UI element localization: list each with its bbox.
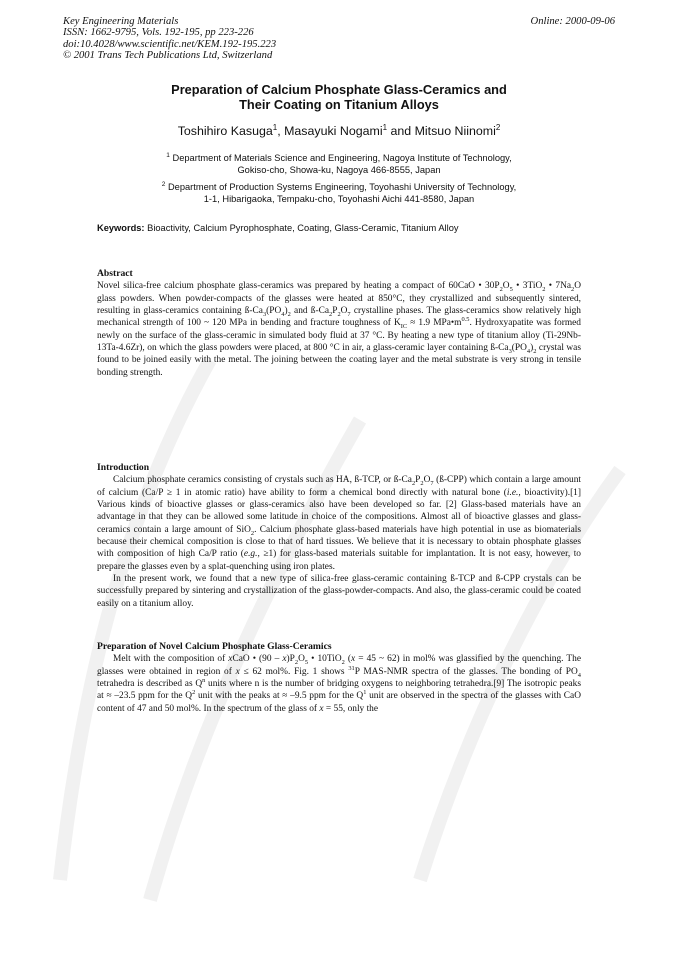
author-separator: and xyxy=(387,124,415,138)
text-run: O xyxy=(340,306,348,317)
text-run: ≈ 1.9 MPa•m xyxy=(407,318,462,329)
text-run: 4 xyxy=(281,310,285,318)
text-run: x xyxy=(228,654,233,665)
preparation-section xyxy=(97,641,581,715)
title-line-2: Their Coating on Titanium Alloys xyxy=(239,97,439,112)
affiliation-1-line-1: Department of Materials Science and Engineering, Nagoya Institute of Technology, xyxy=(169,153,512,163)
text-run: crystalline phases. The glass-ceramics show relatively high mechanical strength of 100 ~ 120 MPa in bending and fracture toughness of K xyxy=(97,306,581,329)
author-1-affil: 1 xyxy=(272,122,278,132)
text-run: 3 xyxy=(508,347,512,355)
keywords xyxy=(97,223,459,233)
text-run: O xyxy=(423,475,431,486)
affiliation-2-line-2: 1-1, Hibarigaoka, Tempaku-cho, Toyohashi Aichi 441-8580, Japan xyxy=(203,194,475,204)
text-run: 7 xyxy=(430,480,434,488)
text-run: P xyxy=(332,306,338,317)
text-run: ≤ 62 mol%. Fig. 1 shows xyxy=(239,666,349,677)
text-run: 5 xyxy=(509,286,513,294)
text-run: )P xyxy=(286,654,295,665)
text-run: P MAS-NMR spectra of the glasses. The bonding of PO xyxy=(354,666,578,677)
text-run: . Hydroxyapatite was formed newly on the surface of the glass-ceramic in simulated body fluid at 37 °C. By heating a new type of titanium alloy (Ti-29Nb-13Ta-4.6Zr), on which the glass powders were placed, at 800 °C in air, a glass-ceramic layer containing ß-Ca xyxy=(97,318,581,354)
text-run: CaO • (90 – xyxy=(232,654,283,665)
text-run: unit are observed in the spectra of the glasses with CaO content of 47 and 50 mol%. In the spectrum of the glass of xyxy=(97,691,581,714)
abstract-text xyxy=(97,280,581,379)
text-run: 31 xyxy=(348,664,355,672)
text-run: tetrahedra is described as Q xyxy=(97,679,203,690)
text-run: x xyxy=(319,703,324,714)
text-run: bioactivity).[1] Various kinds of bioactive glasses or glass-ceramics also have been developed so far. [2] Glass-based materials have an advantage in that they can be allowed some latitude in choice of the compositions. Almost all of bioactive glasses and glass-ceramics contain a large amount of SiO xyxy=(97,487,581,535)
author-separator: , xyxy=(277,124,285,138)
journal-header xyxy=(63,16,276,62)
text-run: 2 xyxy=(542,286,546,294)
text-run: 2 xyxy=(571,286,575,294)
text-run: • 3TiO xyxy=(512,281,543,292)
preparation-paragraph xyxy=(97,653,581,715)
text-run: (PO xyxy=(511,343,527,354)
keywords-label: Keywords: xyxy=(97,223,145,233)
affiliation-1-line-2: Gokiso-cho, Showa-ku, Nagoya 466-8555, Japan xyxy=(237,165,441,175)
text-run: 1 xyxy=(363,689,367,697)
affiliation-marker: 2 xyxy=(161,180,166,188)
text-run: O glass powders. When powder-compacts of the glasses were heated at 850°C, they crystallized and subsequently sintered, resulting in glass-ceramics containing ß-Ca xyxy=(97,281,581,317)
text-run: 2 xyxy=(192,689,196,697)
text-run: 2 xyxy=(499,286,503,294)
author-2-affil: 1 xyxy=(382,122,388,132)
text-run: 2 xyxy=(337,310,341,318)
text-run: = 45 ~ 62) in mol% was glassified by the quenching. The glasses were obtained in region of xyxy=(97,654,581,677)
paper-title xyxy=(70,82,608,112)
text-run: 2 xyxy=(533,347,537,355)
introduction-paragraph-2: In the present work, we found that a new type of silica-free glass-ceramic containing ß-TCP and ß-CPP crystals can be successfully prepared by sintering and crystallization of the glass-powder-compacts. And also, the glass-ceramic could be coated easily on a titanium alloy. xyxy=(97,574,581,609)
introduction-section xyxy=(97,462,581,610)
introduction-paragraph-1 xyxy=(97,474,581,573)
text-run: 2 xyxy=(329,310,333,318)
text-run: x xyxy=(235,666,240,677)
text-run: Calcium phosphate ceramics consisting of crystals such as HA, ß-TCP, or ß-Ca xyxy=(113,475,412,486)
text-run: i.e., xyxy=(506,487,521,498)
introduction-heading: Introduction xyxy=(97,462,150,473)
text-run: IC xyxy=(400,323,408,331)
title-line-1: Preparation of Calcium Phosphate Glass-Ceramics and xyxy=(171,82,507,97)
text-run: ≥1) for glass-based materials suitable for implantation. It is not easy, however, to prepare the glasses even by a splat-quenching using iron plates. xyxy=(97,549,581,572)
text-run: 4 xyxy=(577,671,581,679)
author-3: Mitsuo Niinomi xyxy=(414,124,496,138)
text-run: • 10TiO xyxy=(308,654,342,665)
issn-line: ISSN: 1662-9795, Vols. 192-195, pp 223-226 xyxy=(63,27,254,39)
text-run: ) xyxy=(530,343,534,354)
text-run: e.g., xyxy=(243,549,260,560)
journal-name: Key Engineering Materials xyxy=(63,16,179,27)
affiliation-1 xyxy=(70,152,608,176)
author-2: Masayuki Nogami xyxy=(284,124,383,138)
text-run: crystal was found to be joined easily with the metal. The joining between the coating layer and the metal substrate is very strong in tensile bonding strength. xyxy=(97,343,581,378)
text-run: n xyxy=(202,676,206,684)
text-run: (PO xyxy=(266,306,282,317)
abstract-heading: Abstract xyxy=(97,268,133,279)
text-run: 3 xyxy=(262,310,267,318)
text-run: 2 xyxy=(411,480,416,488)
copyright-line: © 2001 Trans Tech Publications Ltd, Switzerland xyxy=(63,50,273,62)
affiliation-marker: 1 xyxy=(166,151,170,159)
author-list xyxy=(70,124,608,138)
affiliation-2 xyxy=(70,181,608,205)
text-run: Melt with the composition of xyxy=(113,654,229,665)
text-run: (ß-CPP) which contain a large amount of calcium (Ca/P ≥ 1 in atomic ratio) have ability to form a chemical bond directly with natural bone ( xyxy=(97,475,581,498)
text-run: 2 xyxy=(250,529,255,537)
text-run: 2 xyxy=(287,310,291,318)
text-run: P xyxy=(415,475,421,486)
text-run: x xyxy=(282,654,287,665)
doi-line: doi:10.4028/www.scientific.net/KEM.192-195.223 xyxy=(63,38,277,50)
affiliation-2-line-1: Department of Production Systems Engineering, Toyohashi University of Technology, xyxy=(165,182,517,192)
text-run: 7 xyxy=(347,310,351,318)
text-run: 5 xyxy=(304,659,309,667)
text-run: 0.5 xyxy=(461,316,470,324)
text-run: 4 xyxy=(526,347,531,355)
author-1: Toshihiro Kasuga xyxy=(177,124,273,138)
text-run: Novel silica-free calcium phosphate glass-ceramics was prepared by heating a compact of 60CaO • 30P xyxy=(97,281,500,292)
text-run: . Calcium phosphate glass-based materials have high potential in use as biomaterials because their chemical composition is close to that of hard tissues. We believe that it is necessary to obtain phosphate glasses with composition of high Ca/P ratio ( xyxy=(97,524,581,560)
text-run: ) xyxy=(284,306,288,317)
text-run: O xyxy=(502,281,510,292)
text-run: 2 xyxy=(341,659,345,667)
text-run: 2 xyxy=(420,480,424,488)
online-date: Online: 2000-09-06 xyxy=(530,16,615,27)
keywords-text: Bioactivity, Calcium Pyrophosphate, Coating, Glass-Ceramic, Titanium Alloy xyxy=(144,223,459,233)
text-run: • 7Na xyxy=(545,281,572,292)
text-run: 2 xyxy=(294,659,299,667)
author-3-affil: 2 xyxy=(495,122,501,132)
text-run: units where n is the number of bridging oxygens to neighboring tetrahedra.[9] The isotropic peaks at ≈ –23.5 ppm for the Q xyxy=(97,679,581,702)
text-run: = 55, only the xyxy=(323,703,379,714)
preparation-heading: Preparation of Novel Calcium Phosphate Glass-Ceramics xyxy=(97,641,332,652)
text-run: and ß-Ca xyxy=(290,306,330,317)
abstract-section xyxy=(97,268,581,379)
text-run: x xyxy=(351,654,356,665)
text-run: O xyxy=(298,654,305,665)
text-run: unit with the peaks at ≈ –9.5 ppm for the Q xyxy=(195,691,364,702)
text-run: ( xyxy=(344,654,352,665)
